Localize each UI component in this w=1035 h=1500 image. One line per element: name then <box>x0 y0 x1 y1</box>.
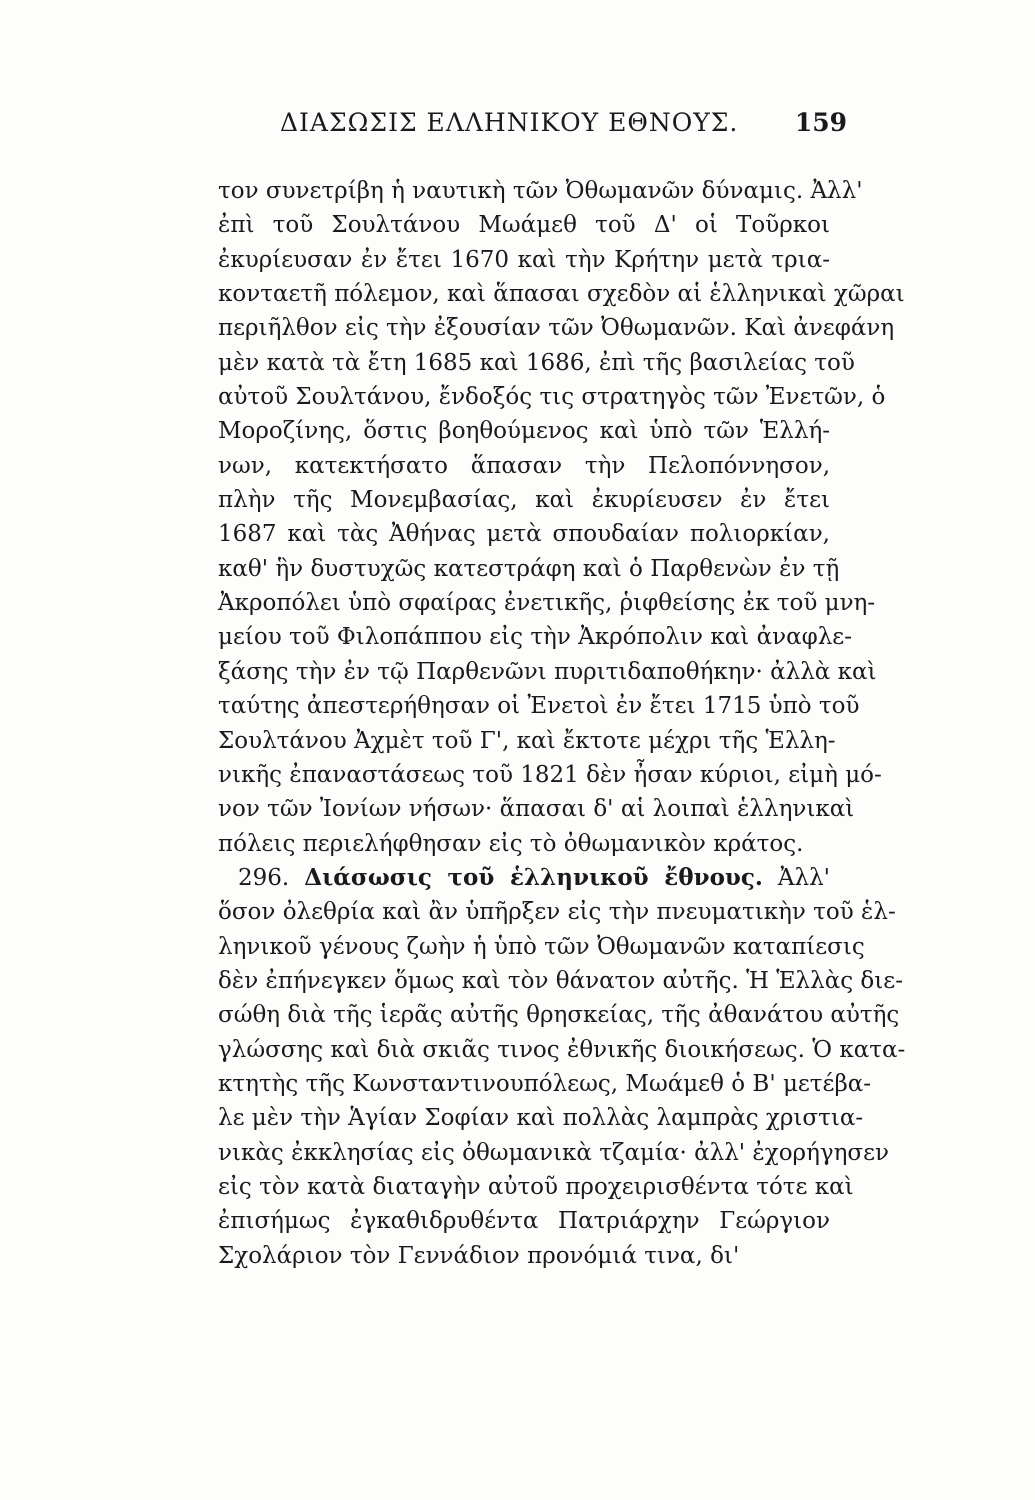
text-line: πλὴν τῆς Μονεμβασίας, καὶ ἐκυρίευσεν ἐν ἔτει <box>218 487 830 514</box>
text-line: ταύτης ἀπεστερήθησαν οἱ Ἐνετοὶ ἐν ἔτει 1715 ὑπὸ τοῦ <box>218 693 860 720</box>
text-line: νικῆς ἐπαναστάσεως τοῦ 1821 δὲν ἦσαν κύριοι, εἰμὴ μό- <box>218 761 882 788</box>
text-line: δὲν ἐπήνεγκεν ὅμως καὶ τὸν θάνατον αὐτῆς. Ἡ Ἑλλὰς διε- <box>218 967 903 994</box>
text-line: αὐτοῦ Σουλτάνου, ἔνδοξός τις στρατηγὸς τῶν Ἐνετῶν, ὁ <box>218 384 886 411</box>
text-line: ἐπὶ τοῦ Σουλτάνου Μωάμεθ τοῦ Δ' οἱ Τοῦρκοι <box>218 212 830 239</box>
text-line: πόλεις περιελήφθησαν εἰς τὸ ὀθωμανικὸν κράτος. <box>218 830 804 857</box>
text-line: νικὰς ἐκκλησίας εἰς ὀθωμανικὰ τζαμία· ἀλλ' ἐχορήγησεν <box>218 1139 889 1166</box>
text-line: εἰς τὸν κατὰ διαταγὴν αὐτοῦ προχειρισθέντα τότε καὶ <box>218 1173 854 1200</box>
text-line: κονταετῆ πόλεμον, καὶ ἅπασαι σχεδὸν αἱ ἑλληνικαὶ χῶραι <box>218 281 905 308</box>
text-line: νον τῶν Ἰονίων νήσων· ἅπασαι δ' αἱ λοιπαὶ ἑλληνικαὶ <box>218 796 855 823</box>
text-line: ἐκυρίευσαν ἐν ἔτει 1670 καὶ τὴν Κρήτην μετὰ τρια- <box>218 246 830 273</box>
text-line: Σουλτάνου Ἀχμὲτ τοῦ Γ', καὶ ἔκτοτε μέχρι τῆς Ἑλλη- <box>218 727 836 754</box>
text-line: ξάσης τὴν ἐν τῷ Παρθενῶνι πυριτιδαποθήκην· ἀλλὰ καὶ <box>218 658 877 685</box>
text-line: ληνικοῦ γένους ζωὴν ἡ ὑπὸ τῶν Ὀθωμανῶν καταπίεσις <box>218 933 865 960</box>
text-line: Σχολάριον τὸν Γεννάδιον προνόμιά τινα, δι' <box>218 1242 740 1269</box>
text-line: καθ' ἣν δυστυχῶς κατεστράφη καὶ ὁ Παρθενὼν ἐν τῇ <box>218 555 840 582</box>
text-line: κτητὴς τῆς Κωνσταντινουπόλεως, Μωάμεθ ὁ Β' μετέβα- <box>218 1070 872 1097</box>
section-first-line-rest: Ἀλλ' <box>777 864 831 891</box>
body-text <box>218 174 906 1273</box>
page-number: 159 <box>794 108 847 137</box>
text-line: τον συνετρίβη ἡ ναυτικὴ τῶν Ὀθωμανῶν δύναμις. Ἀλλ' <box>218 178 863 204</box>
section-number: 296. <box>238 864 290 891</box>
text-line: ἐπισήμως ἐγκαθιδρυθέντα Πατριάρχην Γεώργιον <box>218 1208 830 1235</box>
text-line: περιῆλθον εἰς τὴν ἐξουσίαν τῶν Ὀθωμανῶν. Καὶ ἀνεφάνη <box>218 315 895 342</box>
text-line: νων, κατεκτήσατο ἅπασαν τὴν Πελοπόννησον, <box>218 452 830 479</box>
text-line: γλώσσης καὶ διὰ σκιᾶς τινος ἐθνικῆς διοικήσεως. Ὁ κατα- <box>218 1036 906 1063</box>
text-line: μὲν κατὰ τὰ ἔτη 1685 καὶ 1686, ἐπὶ τῆς βασιλείας τοῦ <box>218 349 855 376</box>
text-line: λε μὲν τὴν Ἁγίαν Σοφίαν καὶ πολλὰς λαμπρὰς χριστια- <box>218 1105 864 1132</box>
text-line: Μοροζίνης, ὅστις βοηθούμενος καὶ ὑπὸ τῶν Ἑλλή- <box>218 418 830 445</box>
running-head: ΔΙΑΣΩΣΙΣ ΕΛΛΗΝΙΚΟΥ ΕΘΝΟΥΣ. <box>280 108 739 137</box>
section-heading-line <box>218 861 830 895</box>
text-line: 1687 καὶ τὰς Ἀθήνας μετὰ σπουδαίαν πολιορκίαν, <box>218 521 830 548</box>
page-header <box>0 108 1035 148</box>
section-title: Διάσωσις τοῦ ἑλληνικοῦ ἔθνους. <box>304 863 763 891</box>
text-line: Ἀκροπόλει ὑπὸ σφαίρας ἐνετικῆς, ῥιφθείσης ἐκ τοῦ μνη- <box>218 590 876 617</box>
text-line: σώθη διὰ τῆς ἱερᾶς αὐτῆς θρησκείας, τῆς ἀθανάτου αὐτῆς <box>218 1002 900 1029</box>
text-line: μείου τοῦ Φιλοπάππου εἰς τὴν Ἀκρόπολιν καὶ ἀναφλε- <box>218 624 852 651</box>
text-line: ὅσον ὀλεθρία καὶ ἂν ὑπῆρξεν εἰς τὴν πνευματικὴν τοῦ ἑλ- <box>218 899 896 926</box>
